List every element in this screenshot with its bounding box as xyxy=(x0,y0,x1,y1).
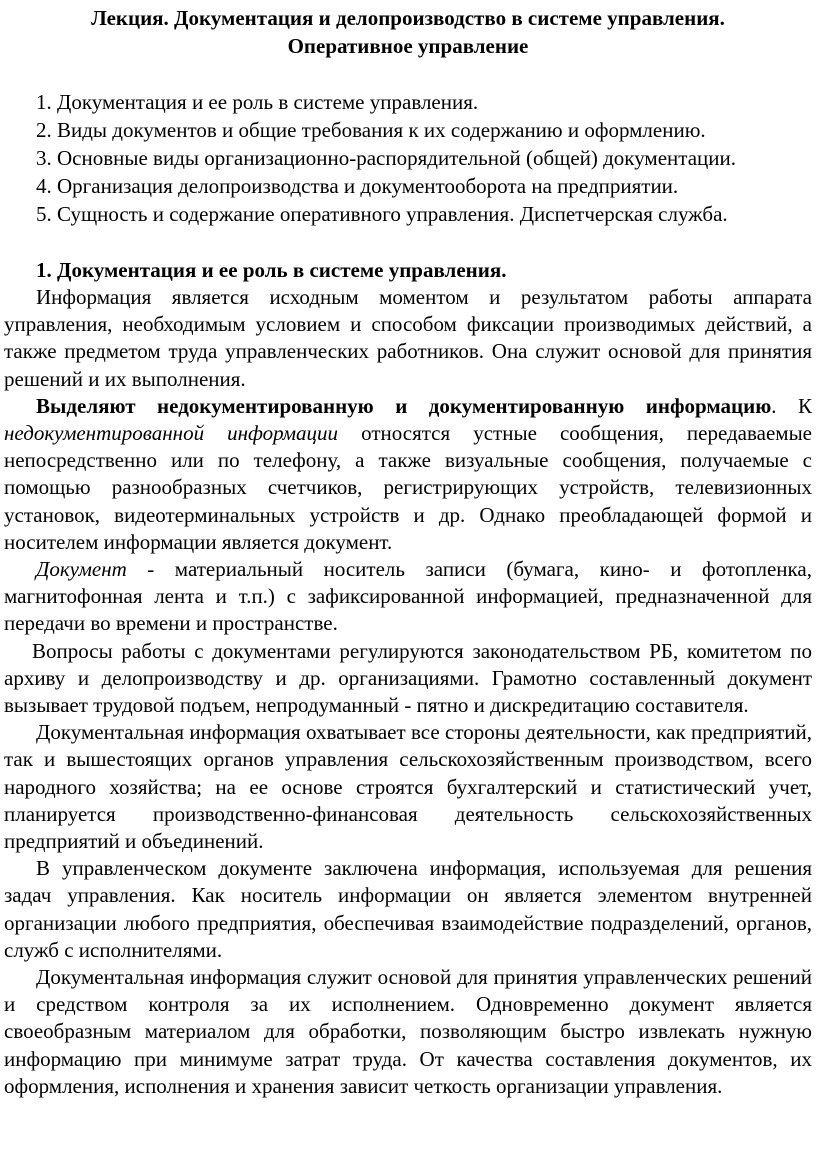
paragraph-1: Информация является исходным моментом и результатом работы аппарата управления, необходимым условием и способом фиксации производимых действий, а также предметом труда управленческих работников. Она служит основой для принятия решений и их выполнения. xyxy=(4,285,812,391)
toc-item-1: 1. Документация и ее роль в системе управления. xyxy=(36,90,479,114)
paragraph-3-rest: - материальный носитель записи (бумага, кино- и фотопленка, магнитофонная лента и т.п.) с зафиксированной информацией, предназначенной для передачи во времени и пространстве. xyxy=(4,557,812,636)
paragraph-4: Вопросы работы с документами регулируются законодательством РБ, комитетом по архиву и делопроизводству и др. организациями. Грамотно составленный документ вызывает трудовой подъем, непродуманный - пятно и дискредитацию составителя. xyxy=(4,638,812,718)
paragraph-2-bold: Выделяют недокументированную и документированную информацию xyxy=(36,393,772,418)
toc-item-3: 3. Основные виды организационно-распорядительной (общей) документации. xyxy=(36,146,737,170)
toc-item-2: 2. Виды документов и общие требования к их содержанию и оформлению. xyxy=(36,118,706,142)
toc-item-5: 5. Сущность и содержание оперативного управления. Диспетчерская служба. xyxy=(36,202,728,226)
paragraph-2-italic: недокументированной информации xyxy=(4,421,339,446)
lecture-title-line2: Оперативное управление xyxy=(287,34,529,58)
paragraph-6: В управленческом документе заключена информация, используемая для решения задач управления. Как носитель информации он является элементом внутренней организации любого предприятия, обеспечивая взаимодействие подразделений, органов, служб с исполнителями. xyxy=(4,856,812,962)
paragraph-5: Документальная информация охватывает все стороны деятельности, как предприятий, так и вышестоящих органов управления сельскохозяйственным производством, всего народного хозяйства; на ее основе строятся бухгалтерский и статистический учет, планируется производственно-финансовая деятельность сельскохозяйственных предприятий и объединений. xyxy=(4,720,812,854)
section-heading: 1. Документация и ее роль в системе управления. xyxy=(36,258,507,282)
paragraph-7: Документальная информация служит основой для принятия управленческих решений и средством контроля за их исполнением. Одновременно документ является своеобразным материалом для обработки, позволяющим быстро извлекать нужную информацию при минимуме затрат труда. От качества составления документов, их оформления, исполнения и хранения зависит четкость организации управления. xyxy=(4,965,812,1098)
toc-item-4: 4. Организация делопроизводства и документооборота на предприятии. xyxy=(36,174,679,198)
paragraph-3 xyxy=(4,556,812,638)
paragraph-2 xyxy=(4,393,812,556)
paragraph-3-italic: Документ xyxy=(36,557,127,582)
lecture-title-line1: Лекция. Документация и делопроизводство в системе управления. xyxy=(91,6,725,30)
spacer xyxy=(4,60,812,88)
spacer xyxy=(4,228,812,256)
paragraph-2-rest: относятся устные сообщения, передаваемые непосредственно или по телефону, а также визуальные сообщения, получаемые с помощью разнообразных счетчиков, регистрирующих устройств, телевизионных установок, видеотерминальных устройств и др. Однако преобладающей формой и носителем информации является документ. xyxy=(4,421,812,554)
paragraph-2-connector: . К xyxy=(771,393,812,418)
